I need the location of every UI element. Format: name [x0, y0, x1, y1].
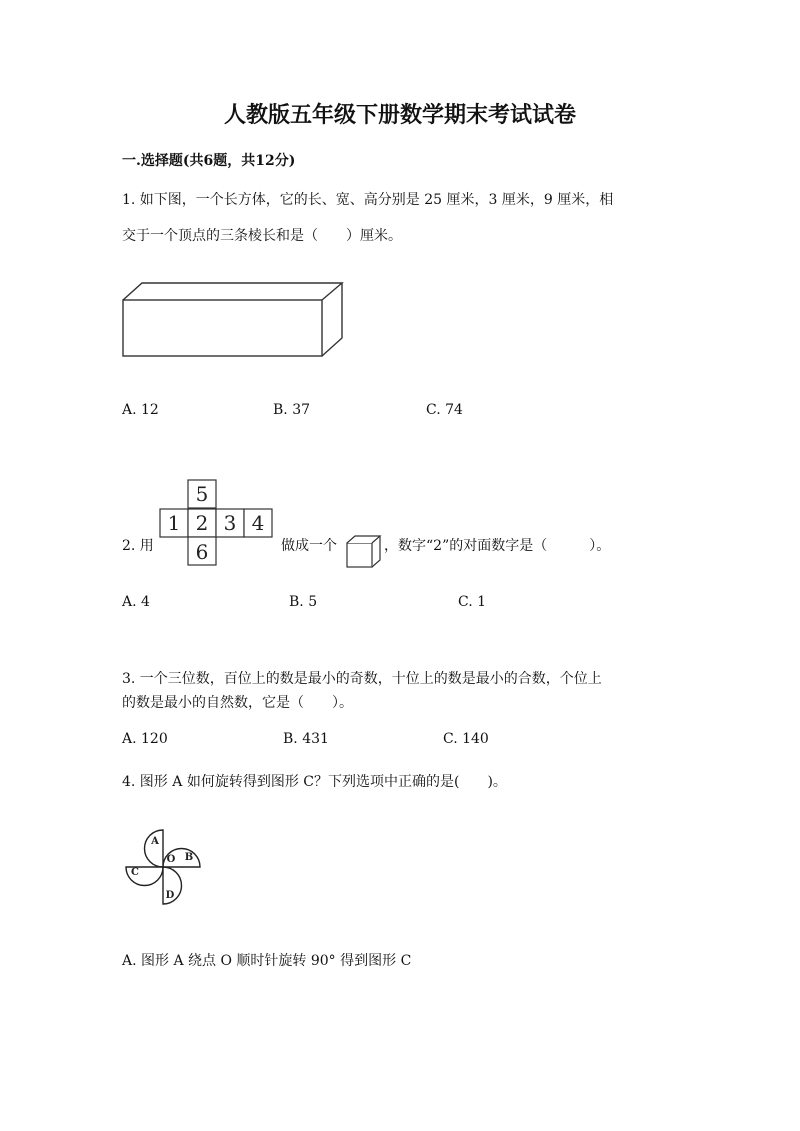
- q3-option-a[interactable]: A. 120: [122, 731, 168, 747]
- label-d: D: [165, 890, 175, 901]
- cuboid-side-face: [322, 283, 342, 356]
- q1-text-line2: 交于一个顶点的三条棱长和是（ ）厘米。: [122, 228, 402, 244]
- label-c: C: [131, 867, 139, 878]
- q3-option-c[interactable]: C. 140: [443, 731, 489, 747]
- net-cell-top: 5: [195, 482, 209, 506]
- net-cell-3: 3: [223, 511, 237, 535]
- q1-option-a[interactable]: A. 12: [122, 402, 159, 418]
- q4-text: 4. 图形 A 如何旋转得到图形 C？下列选项中正确的是( )。: [122, 774, 507, 790]
- q1-option-c[interactable]: C. 74: [426, 402, 463, 418]
- q2-option-a[interactable]: A. 4: [122, 594, 150, 610]
- cube-net-figure: [159, 479, 275, 567]
- label-b: B: [184, 852, 194, 863]
- label-a: A: [151, 836, 159, 847]
- q2-text-prefix: 2. 用: [122, 538, 154, 554]
- q1-text-line1: 1. 如下图，一个长方体，它的长、宽、高分别是 25 厘米，3 厘米，9 厘米，相: [122, 192, 614, 208]
- q2-text-middle: 做成一个: [281, 538, 337, 554]
- q2-text-suffix: ，数字“2”的对面数字是（ ）。: [384, 538, 611, 554]
- cuboid-figure: [121, 281, 345, 359]
- net-cell-bottom: 6: [195, 540, 209, 564]
- net-cell-1: 1: [167, 511, 181, 535]
- q2-option-b[interactable]: B. 5: [289, 594, 318, 610]
- page-title: 人教版五年级下册数学期末考试试卷: [223, 102, 576, 128]
- q3-text-line2: 的数是最小的自然数，它是（ ）。: [122, 695, 353, 711]
- cuboid-front-face: [123, 300, 322, 356]
- cuboid-top-face: [123, 283, 342, 300]
- q3-text-line1: 3. 一个三位数，百位上的数是最小的奇数，十位上的数是最小的合数，个位上: [122, 671, 602, 687]
- cube-figure: [346, 535, 382, 569]
- net-cell-4: 4: [251, 511, 265, 535]
- label-o: O: [166, 854, 176, 865]
- net-cell-2: 2: [195, 511, 209, 535]
- rotation-figure: [118, 822, 210, 914]
- q1-option-b[interactable]: B. 37: [273, 402, 311, 418]
- section-heading: 一.选择题(共6题，共12分): [122, 153, 296, 169]
- q3-option-b[interactable]: B. 431: [283, 731, 329, 747]
- q4-option-a[interactable]: A. 图形 A 绕点 O 顺时针旋转 90° 得到图形 C: [122, 953, 412, 969]
- q2-option-c[interactable]: C. 1: [458, 594, 487, 610]
